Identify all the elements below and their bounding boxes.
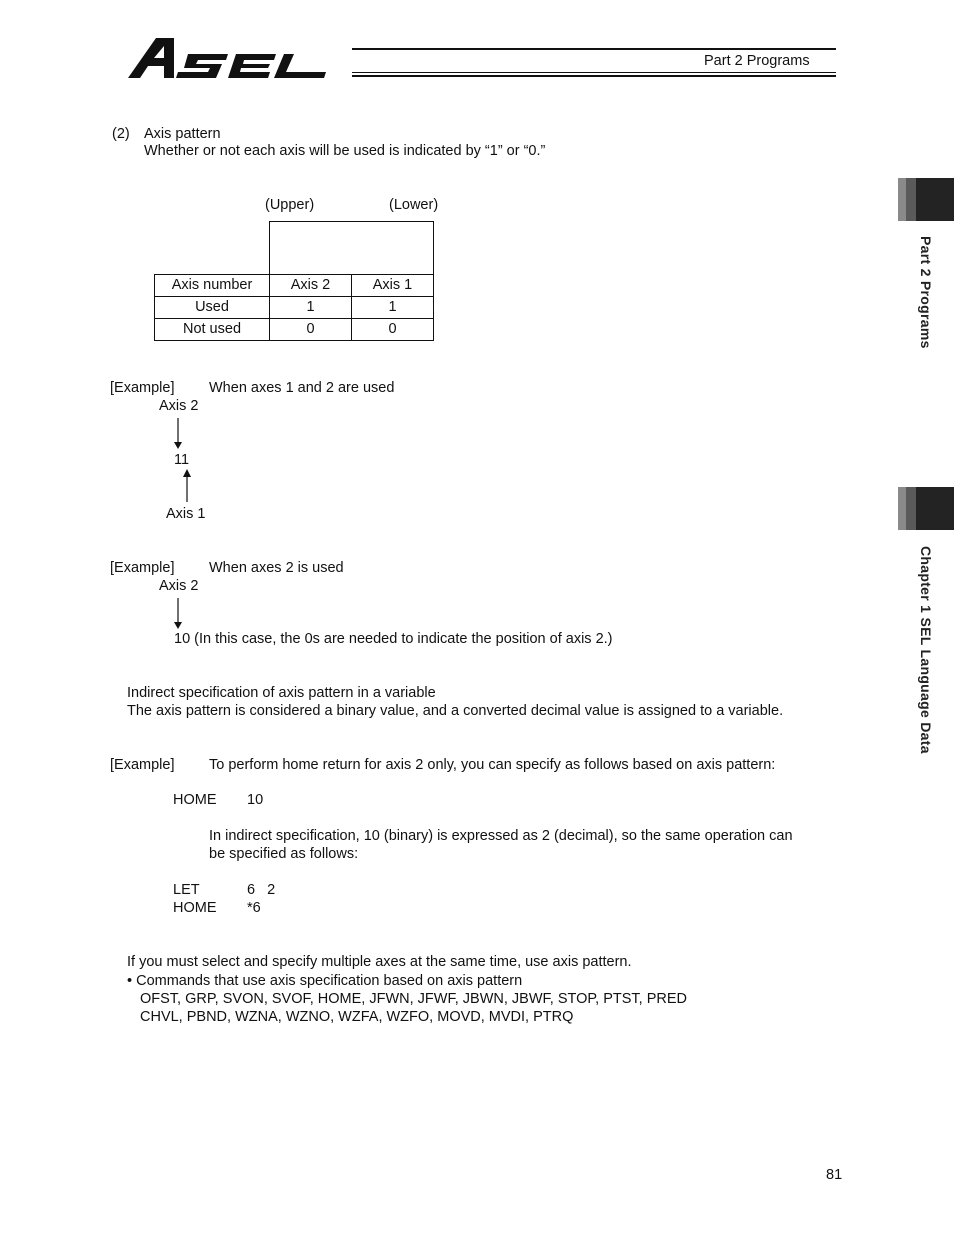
- example2-tag: [Example]: [110, 560, 175, 576]
- side-tab-lower-label: Chapter 1 SEL Language Data: [918, 546, 934, 754]
- axis-pattern-table: [154, 274, 434, 341]
- code-command: HOME: [173, 900, 217, 916]
- code-argument: 10: [247, 792, 264, 808]
- example3-text: To perform home return for axis 2 only, you can specify as follows based on axis pattern:: [209, 757, 776, 773]
- example2-top-label: Axis 2: [159, 578, 199, 594]
- section-title: Axis pattern: [144, 126, 221, 142]
- table-header-box: [269, 221, 434, 274]
- table-cell: 1: [270, 297, 352, 319]
- table-cell: Axis 1: [352, 275, 434, 297]
- table-row: [155, 275, 434, 297]
- table-cell: Axis number: [155, 275, 270, 297]
- page-number: 81: [826, 1167, 843, 1183]
- up-arrow-icon: [181, 469, 193, 503]
- side-tab-upper-marker: [898, 178, 954, 221]
- example1-bottom-label: Axis 1: [166, 506, 206, 522]
- section-number: (2): [112, 126, 130, 142]
- table-row: [155, 297, 434, 319]
- table-row: [155, 319, 434, 341]
- table-cell: 0: [270, 319, 352, 341]
- code-command: LET: [173, 882, 200, 898]
- code-command: HOME: [173, 792, 217, 808]
- example2-value: 10 (In this case, the 0s are needed to indicate the position of axis 2.): [174, 631, 613, 647]
- lower-label: (Lower): [389, 197, 439, 213]
- down-arrow-icon: [172, 418, 184, 450]
- side-tab-lower-marker: [898, 487, 954, 530]
- table-cell: Used: [155, 297, 270, 319]
- upper-label: (Upper): [265, 197, 315, 213]
- table-cell: Axis 2: [270, 275, 352, 297]
- bullet-item: • Commands that use axis specification based on axis pattern: [127, 973, 523, 989]
- asel-logo: [126, 36, 348, 80]
- command-list-1: OFST, GRP, SVON, SVOF, HOME, JFWN, JFWF, JBWN, JBWF, STOP, PTST, PRED: [140, 991, 688, 1007]
- header-rule-top: [352, 48, 836, 50]
- example3-note-line1: In indirect specification, 10 (binary) is expressed as 2 (decimal), so the same operation can: [209, 828, 793, 844]
- header-rule-mid: [352, 72, 836, 73]
- down-arrow-icon: [172, 598, 184, 630]
- example1-text: When axes 1 and 2 are used: [209, 380, 395, 396]
- multi-axis-note: If you must select and specify multiple axes at the same time, use axis pattern.: [127, 954, 632, 970]
- example3-note-line2: be specified as follows:: [209, 846, 359, 862]
- example1-top-label: Axis 2: [159, 398, 199, 414]
- example1-tag: [Example]: [110, 380, 175, 396]
- indirect-title: Indirect specification of axis pattern in a variable: [127, 685, 436, 701]
- code-argument: 6 2: [247, 882, 276, 898]
- header-rule-bottom: [352, 75, 836, 77]
- example3-tag: [Example]: [110, 757, 175, 773]
- side-tab-upper-label: Part 2 Programs: [918, 236, 934, 349]
- table-cell: 1: [352, 297, 434, 319]
- table-cell: Not used: [155, 319, 270, 341]
- section-description: Whether or not each axis will be used is indicated by “1” or “0.”: [144, 143, 546, 159]
- table-cell: 0: [352, 319, 434, 341]
- example2-text: When axes 2 is used: [209, 560, 344, 576]
- indirect-text: The axis pattern is considered a binary value, and a converted decimal value is assigned to a variable.: [127, 703, 784, 719]
- example1-value: 11: [174, 452, 190, 468]
- code-argument: *6: [247, 900, 261, 916]
- header-title: Part 2 Programs: [704, 53, 810, 69]
- command-list-2: CHVL, PBND, WZNA, WZNO, WZFA, WZFO, MOVD, MVDI, PTRQ: [140, 1009, 574, 1025]
